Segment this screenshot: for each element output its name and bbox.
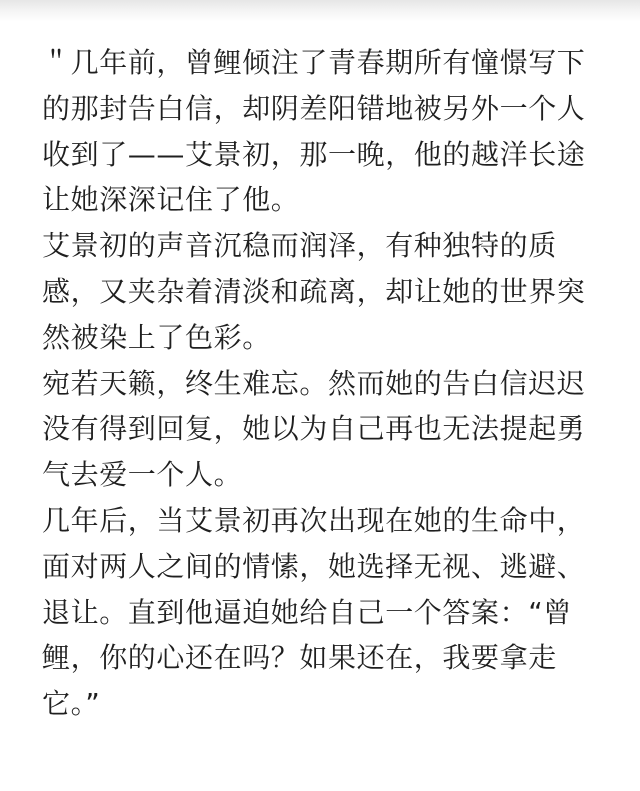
top-shadow <box>0 0 640 22</box>
text-line: 几年后，当艾景初再次出现在她的生命中， <box>42 503 586 537</box>
text-line: 宛若天籁，终生难忘。然而她的告白信迟迟 <box>42 366 586 400</box>
text-line: 它。” <box>42 687 101 721</box>
text-line: 气去爱一个人。 <box>42 458 243 492</box>
text-line: 艾景初的声音沉稳而润泽，有种独特的质 <box>42 229 557 263</box>
text-line: 没有得到回复，她以为自己再也无法提起勇 <box>42 412 586 446</box>
text-line: 退让。直到他逼迫她给自己一个答案：“曾 <box>42 595 572 629</box>
text-line: 感，又夹杂着清淡和疏离，却让她的世界突 <box>42 274 586 308</box>
text-line: 面对两人之间的情愫，她选择无视、逃避、 <box>42 549 586 583</box>
text-line: 鲤，你的心还在吗？如果还在，我要拿走 <box>42 641 557 675</box>
text-line: 的那封告白信，却阴差阳错地被另外一个人 <box>42 91 586 125</box>
article-text <box>42 40 622 727</box>
text-line: ＂几年前，曾鲤倾注了青春期所有憧憬写下 <box>42 46 586 79</box>
text-line: 然被染上了色彩。 <box>42 320 271 354</box>
text-line: 让她深深记住了他。 <box>42 183 300 217</box>
text-line: 收到了——艾景初，那一晚，他的越洋长途 <box>42 137 586 171</box>
